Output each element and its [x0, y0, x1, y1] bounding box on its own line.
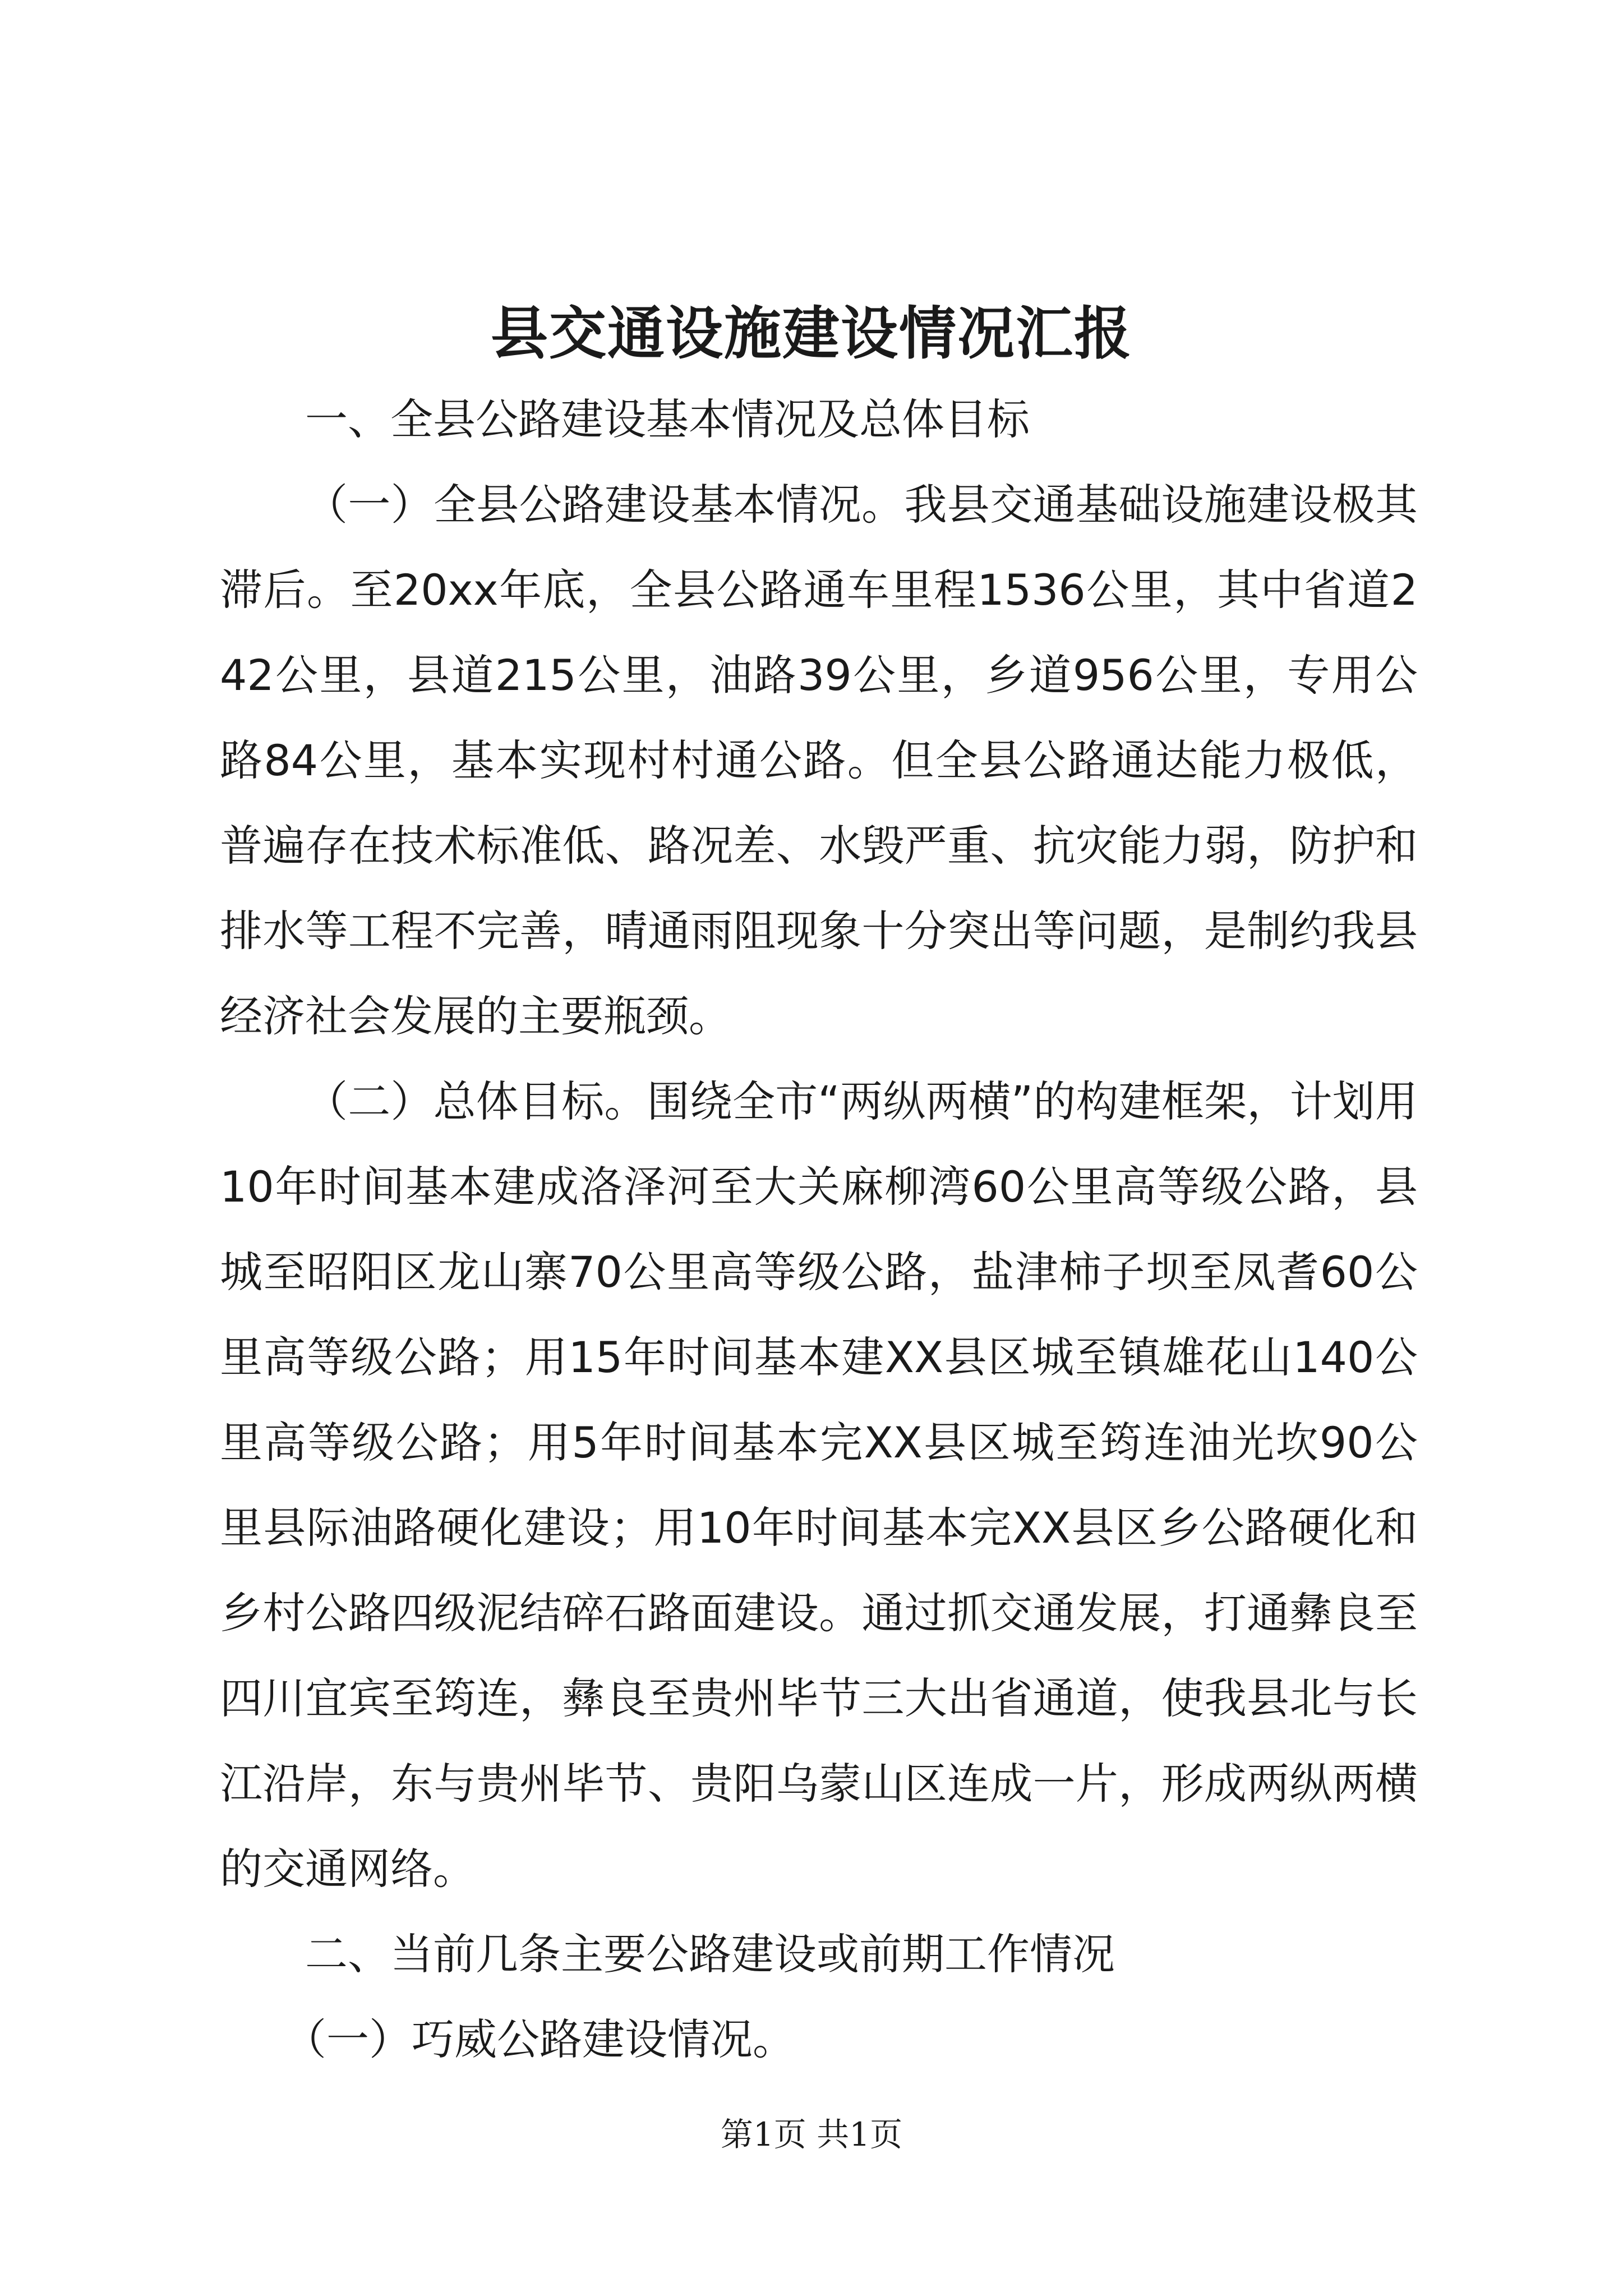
paragraph-basic-situation: （一）全县公路建设基本情况。我县交通基础设施建设极其滞后。至20xx年底，全县公路通车里程1536公里，其中省道242公里，县道215公里，油路39公里，乡道956公里，专用公路84公里，基本实现村村通公路。但全县公路通达能力极低，普遍存在技术标准低、路况差、水毁严重、抗灾能力弱，防护和排水等工程不完善，晴通雨阻现象十分突出等问题，是制约我县经济社会发展的主要瓶颈。 [220, 480, 1418, 1041]
document-title: 县交通设施建设情况汇报 [491, 300, 1132, 367]
subsection-1-heading: （一）巧威公路建设情况。 [284, 2014, 795, 2064]
document-body [220, 377, 1418, 2082]
paragraph-overall-goal: （二）总体目标。围绕全市“两纵两横”的构建框架，计划用10年时间基本建成洛泽河至大关麻柳湾60公里高等级公路，县城至昭阳区龙山寨70公里高等级公路，盐津柿子坝至凤耆60公里高等级公路；用15年时间基本建XX县区城至镇雄花山140公里高等级公路；用5年时间基本完XX县区城至筠连油光坎90公里县际油路硬化建设；用10年时间基本完XX县区乡公路硬化和乡村公路四级泥结碎石路面建设。通过抓交通发展，打通彝良至四川宜宾至筠连，彝良至贵州毕节三大出省通道，使我县北与长江沿岸，东与贵州毕节、贵阳乌蒙山区连成一片，形成两纵两横的交通网络。 [220, 1076, 1418, 1894]
section-1-heading: 一、全县公路建设基本情况及总体目标 [305, 394, 1030, 444]
section-2-heading: 二、当前几条主要公路建设或前期工作情况 [305, 1929, 1115, 1979]
page-number-footer: 第1页 共1页 [720, 2115, 903, 2154]
